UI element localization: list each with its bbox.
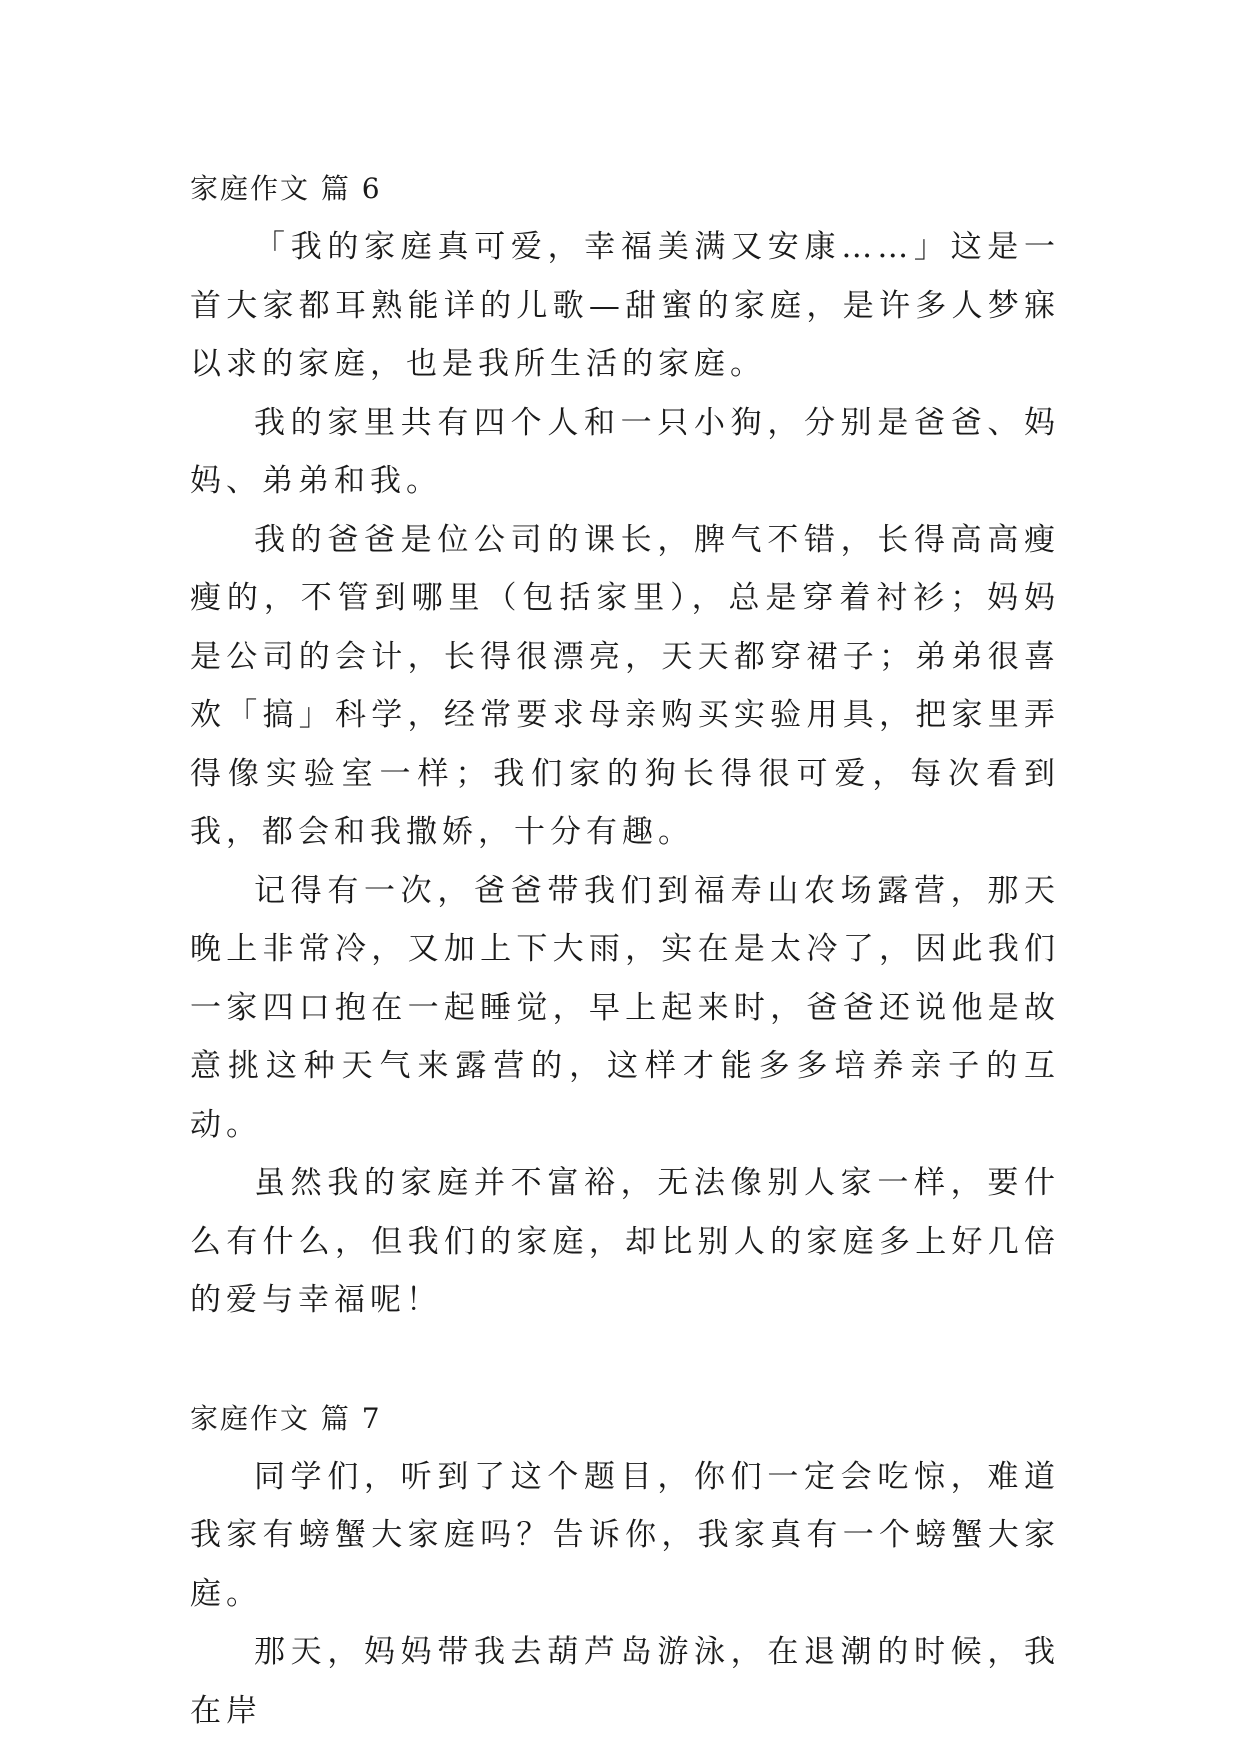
essay-title: 家庭作文 篇 6 <box>190 172 382 205</box>
paragraph: 我的家里共有四个人和一只小狗，分别是爸爸、妈妈、弟弟和我。 <box>190 404 1060 499</box>
section-spacer <box>190 1330 1060 1390</box>
paragraph: 记得有一次，爸爸带我们到福寿山农场露营，那天晚上非常冷，又加上下大雨，实在是太冷了，因此我们一家四口抱在一起睡觉，早上起来时，爸爸还说他是故意挑这种天气来露营的，这样才能多多培养亲子的互动。 <box>190 872 1060 1143</box>
document-body <box>190 160 1060 1740</box>
essay-title: 家庭作文 篇 7 <box>190 1401 382 1435</box>
paragraph: 那天，妈妈带我去葫芦岛游泳，在退潮的时候，我在岸 <box>190 1634 1060 1729</box>
essay-section-7 <box>190 1390 1060 1741</box>
essay-section-6 <box>190 160 1060 1330</box>
paragraph: 「我的家庭真可爱，幸福美满又安康……」这是一首大家都耳熟能详的儿歌—甜蜜的家庭，是许多人梦寐以求的家庭，也是我所生活的家庭。 <box>190 229 1060 382</box>
paragraph: 我的爸爸是位公司的课长，脾气不错，长得高高瘦瘦的，不管到哪里（包括家里），总是穿着衬衫；妈妈是公司的会计，长得很漂亮，天天都穿裙子；弟弟很喜欢「搞」科学，经常要求母亲购买实验用具，把家里弄得像实验室一样；我们家的狗长得很可爱，每次看到我，都会和我撒娇，十分有趣。 <box>190 521 1060 850</box>
paragraph: 同学们，听到了这个题目，你们一定会吃惊，难道我家有螃蟹大家庭吗？告诉你，我家真有一个螃蟹大家庭。 <box>190 1458 1060 1612</box>
paragraph: 虽然我的家庭并不富裕，无法像别人家一样，要什么有什么，但我们的家庭，却比别人的家庭多上好几倍的爱与幸福呢！ <box>190 1165 1060 1318</box>
